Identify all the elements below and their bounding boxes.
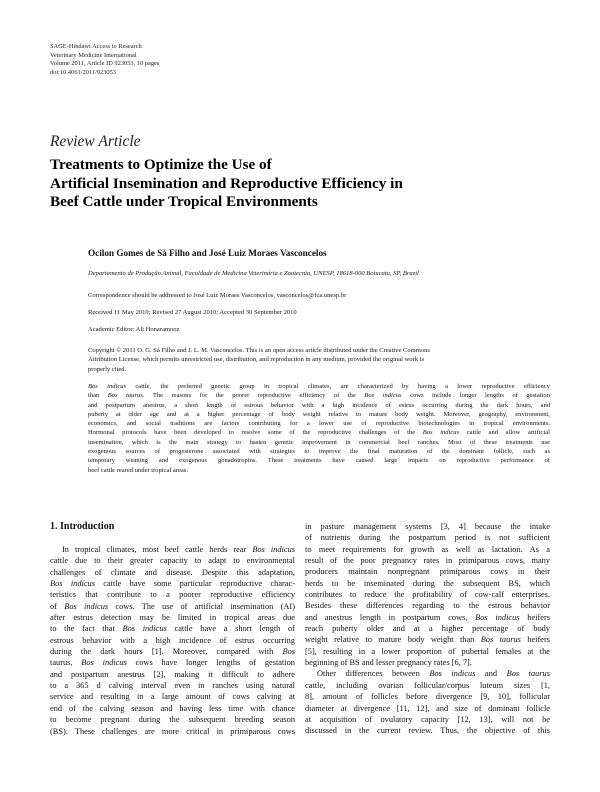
copyright-notice bbox=[88, 346, 550, 374]
text-line: In tropical climates, most beef cattle herds rear Bos indicus bbox=[62, 545, 295, 554]
affiliation: Departamento de Produção Animal, Faculdade de Medicina Veterinária e Zootecnia, UNESP, 18618-000 Botucatu, SP, Brazil bbox=[88, 270, 419, 277]
academic-editor: Academic Editor: Ali Honaramooz bbox=[88, 326, 180, 333]
authors: Ocilon Gomes de Sá Filho and José Luiz Moraes Vasconcelos bbox=[88, 248, 327, 258]
text-line: during the dark hours [1]. Moreover, compared with Bos bbox=[50, 647, 295, 657]
text-line: herds to be inseminated during the subsequent BS, which bbox=[305, 578, 550, 588]
article-type: Review Article bbox=[50, 133, 141, 150]
copyright-line: properly cited. bbox=[88, 365, 127, 373]
text-line: beginning of BS and lesser pregnancy rates [6, 7]. bbox=[305, 658, 472, 668]
paper-title bbox=[50, 156, 550, 212]
text-line: result of the poor pregnancy rates in primiparous cows, many bbox=[305, 556, 550, 566]
text-line: service and resulting in a large amount of cows calving at bbox=[50, 692, 295, 702]
text-line: in pasture management systems [3, 4] because the intake bbox=[305, 522, 550, 531]
text-line: puberty at older age and at a higher percentage of body weight relative to mature body weight. Moreover, geography, environment, bbox=[88, 410, 550, 418]
text-line: teristics that contribute to a poorer reproductive efficiency bbox=[50, 590, 295, 600]
text-line: taurus, Bos indicus cows have longer lengths of gestation bbox=[50, 658, 295, 668]
body-column-left bbox=[50, 544, 295, 737]
text-line: to meet requirements for growth as well as lactation. As a bbox=[305, 544, 550, 554]
text-line: diameter at divergence [11, 12], and size of dominant follicle bbox=[305, 703, 550, 713]
body-column-right bbox=[305, 521, 550, 737]
text-line: temporary weaning and exogenous gonadotropins. These treatments have caused large impacts on reproductive performance of bbox=[88, 457, 550, 465]
text-line: Besides these differences regarding to the estrous behavior bbox=[305, 601, 550, 611]
text-line: reach puberty older and at a higher percentage of body bbox=[305, 624, 550, 634]
text-line: beef cattle reared under tropical areas. bbox=[88, 466, 188, 474]
abstract bbox=[88, 382, 550, 475]
text-line: weight relative to mature body weight than Bos taurus heifers bbox=[305, 635, 550, 645]
copyright-line: Attribution License, which permits unrestricted use, distribution, and reproduction in any medium, provided the original work is bbox=[88, 356, 425, 364]
text-line: Other differences between Bos indicus and Bos taurus bbox=[317, 669, 550, 679]
text-line: after estrus detection may be limited in tropical areas due bbox=[50, 613, 295, 623]
correspondence: Correspondence should be addressed to José Luiz Moraes Vasconcelos, vasconcelos@fca.unesp.br bbox=[88, 292, 347, 299]
text-line: cattle due to their greater capacity to adapt to environmental bbox=[50, 556, 295, 566]
text-line: and postpartum anestrus, a short length of estrous behavior with a high incidence of estrus occurring during the dark hours, and bbox=[88, 401, 550, 409]
text-line: estrous behavior with a high incidence of estrus occurring bbox=[50, 635, 295, 645]
text-line: exogenous sources of progesterone associated with strategies to improve the final maturation of the dominant follicle, such as bbox=[88, 448, 550, 456]
title-line: Beef Cattle under Tropical Environments bbox=[50, 193, 318, 210]
text-line: than Bos taurus. The reasons for the poorer reproductive efficiency of the Bos indicus cows include longer lengths of gestation bbox=[88, 392, 550, 400]
received-dates: Received 11 May 2010; Revised 27 August 2010; Accepted 30 September 2010 bbox=[88, 309, 297, 316]
text-line: and postpartum anestrus [2], making it difficult to adhere bbox=[50, 669, 295, 679]
text-line: 8], amount of follicles before divergence [9, 10], follicular bbox=[305, 692, 550, 702]
text-line: to the fact that Bos indicus cattle have a short length of bbox=[50, 624, 295, 634]
header-line: Volume 2011, Article ID 923053, 10 pages bbox=[50, 60, 160, 68]
text-line: to a 365 d calving interval even in ranches using natural bbox=[50, 681, 295, 691]
text-line: challenges of climate and disease. Despite this adaptation, bbox=[50, 567, 295, 577]
header-line: doi:10.4061/2011/923053 bbox=[50, 68, 116, 76]
text-line: Bos indicus cattle, the preferred genetic group in tropical climates, are characterized by having a lower reproductive efficiency bbox=[88, 383, 550, 390]
text-line: (BS). These challenges are more critical in primiparous cows bbox=[50, 726, 295, 736]
text-line: contributes to reduce the profitability of cow-calf enterprises. bbox=[305, 590, 550, 600]
text-line: insemination, which is the main strategy to hasten genetic improvement in commercial beef ranches. Most of these treatments use bbox=[88, 438, 550, 446]
text-line: [5], resulting in a lower proportion of pubertal females at the bbox=[305, 646, 550, 656]
text-line: and anestrus length in postpartum cows, Bos indicus heifers bbox=[305, 612, 550, 622]
journal-header bbox=[50, 43, 159, 77]
title-line: Artificial Insemination and Reproductive Efficiency in bbox=[50, 174, 403, 192]
text-line: discussed in the current review. Thus, the objective of this bbox=[305, 726, 550, 736]
title-line: Treatments to Optimize the Use of bbox=[50, 156, 272, 173]
header-line: SAGE-Hindawi Access to Research bbox=[50, 43, 142, 50]
text-line: economics, and social traditions are factors contributing for a lower use of reproductive biotechnologies in tropical environments. bbox=[88, 420, 550, 428]
text-line: Bos indicus cattle have some particular reproductive charac- bbox=[50, 579, 295, 589]
copyright-line: Copyright © 2011 O. G. Sá Filho and J. L. M. Vasconcelos. This is an open access article distributed under the Creative Commons bbox=[88, 347, 430, 354]
text-line: producers maintain nonpregnant primiparous cows in their bbox=[305, 567, 550, 577]
text-line: cattle, including ovarian follicular/corpus luteum sizes [1, bbox=[305, 680, 550, 690]
text-line: end of the calving season and having less time with chance bbox=[50, 703, 295, 713]
header-line: Veterinary Medicine International bbox=[50, 51, 137, 59]
text-line: of Bos indicus cows. The use of artificial insemination (AI) bbox=[50, 601, 295, 611]
text-line: to become pregnant during the subsequent breeding season bbox=[50, 715, 295, 725]
text-line: of nutrients during the postpartum period is not sufficient bbox=[305, 533, 550, 543]
text-line: at acquisition of ovulatory capacity [12, 13], will not be bbox=[305, 714, 550, 724]
section-heading: 1. Introduction bbox=[50, 521, 115, 532]
text-line: Hormonal protocols have been developed to resolve some of the reproductive challenges of the Bos indicus cattle and allow artificial bbox=[88, 429, 550, 437]
